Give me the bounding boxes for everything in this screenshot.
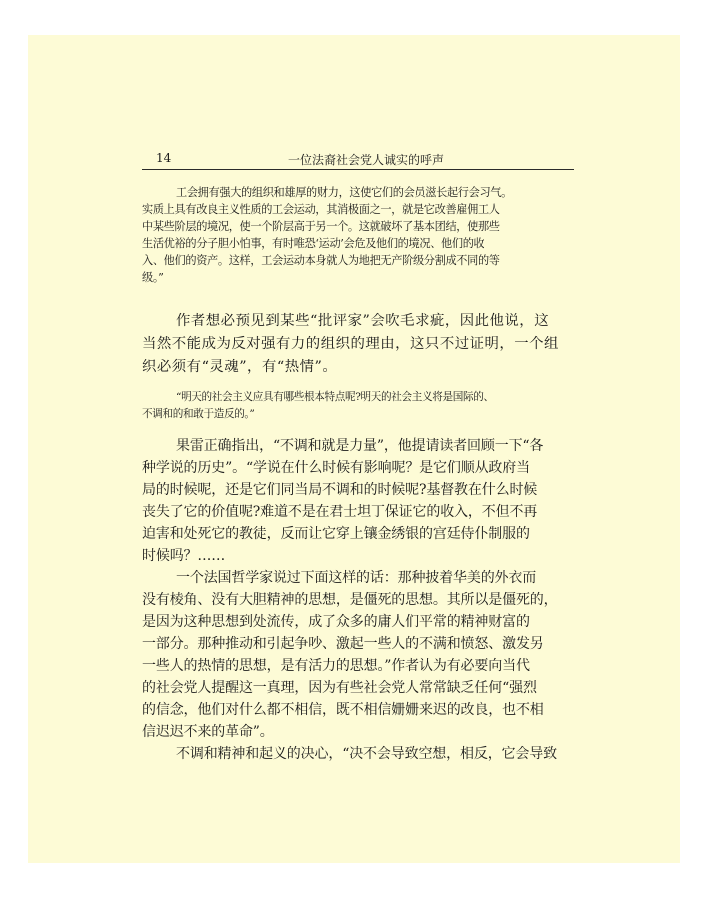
para3-line: 的社会党人提醒这一真理，因为有些社会党人常常缺乏任何“强烈: [142, 680, 537, 696]
para4-line: 不调和精神和起义的决心，“决不会导致空想，相反，它会导致: [176, 746, 557, 762]
quote1-line: 实质上具有改良主义性质的工会运动，其消极面之一，就是它改善雇佣工人: [142, 203, 500, 216]
header-rule: [142, 169, 574, 170]
para3-line: 的信念，他们对什么都不相信，既不相信姗姗来迟的改良，也不相: [142, 702, 544, 718]
para1-line: 作者想必预见到某些“批评家”会吹毛求疵，因此他说，这: [176, 313, 550, 329]
para3-line: 一些人的热情的思想，是有活力的思想。”作者认为有必要向当代: [142, 658, 530, 674]
para2-line: 局的时候呢，还是它们同当局不调和的时候呢?基督教在什么时候: [142, 482, 538, 498]
page-header: [142, 148, 574, 170]
para2-line: 迫害和处死它的教徒，反而让它穿上镶金绣银的宫廷侍仆制服的: [142, 526, 530, 542]
para3-line: 没有棱角、没有大胆精神的思想，是僵死的思想。其所以是僵死的，: [142, 592, 558, 608]
para2-line: 果雷正确指出，“不调和就是力量”，他提请读者回顾一下“各: [176, 438, 544, 454]
para1-line: 织必须有“灵魂”，有“热情”。: [142, 359, 338, 375]
running-title: 一位法裔社会党人诚实的呼声: [288, 153, 445, 167]
quote1-line: 中某些阶层的境况，使一个阶层高于另一个。这就破坏了基本团结，使那些: [142, 220, 500, 233]
para3-line: 是因为这种思想到处流传，成了众多的庸人们平常的精神财富的: [142, 614, 530, 630]
quote2-line: 不调和的和敢于造反的。”: [142, 408, 255, 420]
quote1-line: 入、他们的资产。这样，工会运动本身就人为地把无产阶级分割成不同的等: [142, 254, 500, 267]
para2-line: 种学说的历史”。“学说在什么时候有影响呢？是它们顺从政府当: [142, 460, 530, 476]
page-number: 14: [156, 151, 172, 165]
para2-line: 时候吗？……: [142, 548, 226, 564]
para2-line: 丧失了它的价值呢?难道不是在君士坦丁保证它的收入，不但不再: [142, 504, 538, 520]
para1-line: 当然不能成为反对强有力的组织的理由，这只不过证明，一个组: [142, 336, 559, 352]
para3-line: 一个法国哲学家说过下面这样的话：那种披着华美的外衣而: [176, 570, 537, 586]
quote1-line: 工会拥有强大的组织和雄厚的财力，这使它们的会员滋长起行会习气。: [176, 186, 512, 199]
para3-line: 信迟迟不来的革命”。: [142, 724, 274, 740]
quote2-line: “明天的社会主义应具有哪些根本特点呢?明天的社会主义将是国际的、: [176, 391, 494, 403]
quote1-line: 级。”: [142, 271, 164, 284]
para3-line: 一部分。那种推动和引起争吵、激起一些人的不满和愤怒、激发另: [142, 636, 544, 652]
quote1-line: 生活优裕的分子胆小怕事，有时唯恐‘运动’会危及他们的境况、他们的收: [142, 237, 485, 250]
